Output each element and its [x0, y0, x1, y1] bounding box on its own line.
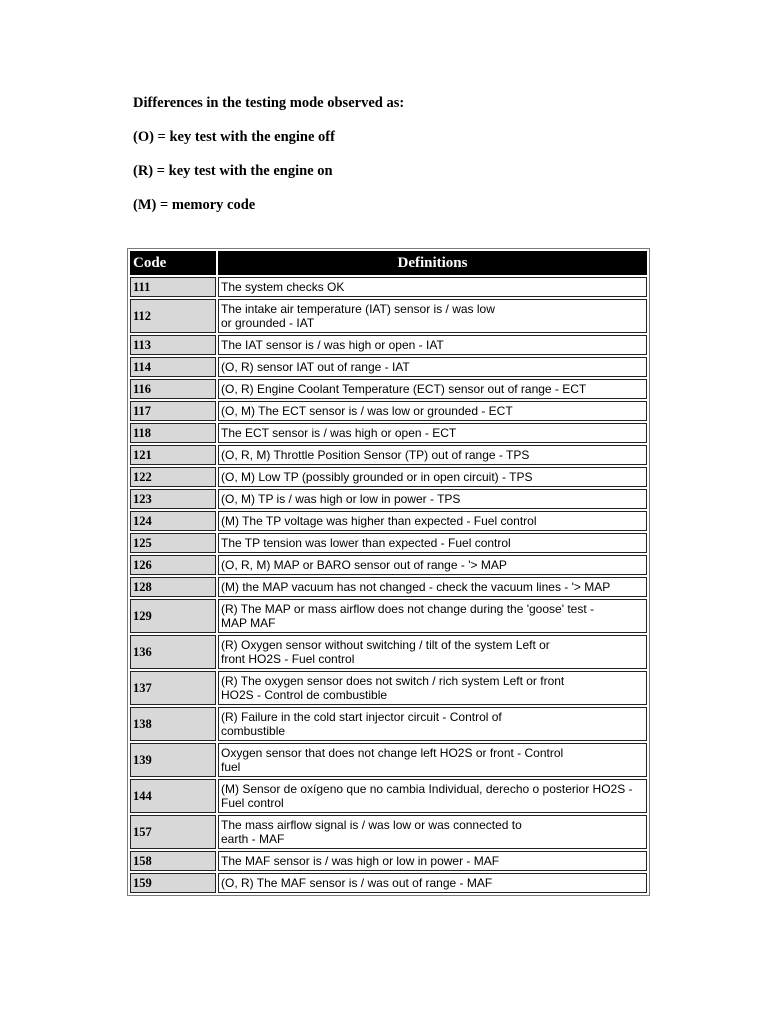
code-cell: 122	[130, 467, 216, 487]
code-cell: 118	[130, 423, 216, 443]
table-row	[130, 511, 647, 531]
table-row	[130, 635, 647, 669]
table-row	[130, 299, 647, 333]
definition-cell: Oxygen sensor that does not change left HO2S or front - Control fuel	[218, 743, 647, 777]
code-cell: 114	[130, 357, 216, 377]
code-cell: 112	[130, 299, 216, 333]
code-cell: 157	[130, 815, 216, 849]
table-row	[130, 743, 647, 777]
definition-cell: (O, R) The MAF sensor is / was out of range - MAF	[218, 873, 647, 893]
code-cell: 126	[130, 555, 216, 575]
table-row	[130, 671, 647, 705]
testing-mode-legend	[133, 93, 404, 229]
definition-cell: (O, R, M) MAP or BARO sensor out of range - '> MAP	[218, 555, 647, 575]
table-row	[130, 707, 647, 741]
table-row	[130, 873, 647, 893]
definition-cell: The mass airflow signal is / was low or was connected to earth - MAF	[218, 815, 647, 849]
code-cell: 129	[130, 599, 216, 633]
code-cell: 111	[130, 277, 216, 297]
table-row	[130, 423, 647, 443]
table-row	[130, 357, 647, 377]
definition-cell: (M) the MAP vacuum has not changed - check the vacuum lines - '> MAP	[218, 577, 647, 597]
definition-cell: (O, M) TP is / was high or low in power - TPS	[218, 489, 647, 509]
definition-cell: (R) The MAP or mass airflow does not change during the 'goose' test - MAP MAF	[218, 599, 647, 633]
code-cell: 139	[130, 743, 216, 777]
code-cell: 138	[130, 707, 216, 741]
table-row	[130, 277, 647, 297]
legend-line-off: (O) = key test with the engine off	[133, 129, 335, 145]
table-row	[130, 533, 647, 553]
table-row	[130, 851, 647, 871]
table-row	[130, 779, 647, 813]
trouble-code-table	[127, 248, 650, 896]
code-column-header: Code	[130, 251, 216, 275]
definition-cell: (O, R, M) Throttle Position Sensor (TP) out of range - TPS	[218, 445, 647, 465]
definition-cell: (R) The oxygen sensor does not switch / rich system Left or front HO2S - Control de combustible	[218, 671, 647, 705]
code-cell: 124	[130, 511, 216, 531]
code-cell: 123	[130, 489, 216, 509]
table-row	[130, 445, 647, 465]
definition-cell: (O, M) The ECT sensor is / was low or grounded - ECT	[218, 401, 647, 421]
table-row	[130, 577, 647, 597]
code-cell: 136	[130, 635, 216, 669]
code-cell: 113	[130, 335, 216, 355]
table-header-row	[130, 251, 647, 275]
legend-heading: Differences in the testing mode observed as:	[133, 95, 405, 111]
definition-cell: (O, R) sensor IAT out of range - IAT	[218, 357, 647, 377]
definition-cell: The intake air temperature (IAT) sensor is / was low or grounded - IAT	[218, 299, 647, 333]
definitions-column-header: Definitions	[218, 251, 647, 275]
code-cell: 158	[130, 851, 216, 871]
definition-cell: The ECT sensor is / was high or open - ECT	[218, 423, 647, 443]
table-row	[130, 467, 647, 487]
legend-line-on: (R) = key test with the engine on	[133, 163, 333, 179]
definition-cell: (M) Sensor de oxígeno que no cambia Individual, derecho o posterior HO2S - Fuel control	[218, 779, 647, 813]
definition-cell: The MAF sensor is / was high or low in power - MAF	[218, 851, 647, 871]
code-cell: 125	[130, 533, 216, 553]
definition-cell: (M) The TP voltage was higher than expected - Fuel control	[218, 511, 647, 531]
table-row	[130, 555, 647, 575]
table-body	[130, 277, 647, 893]
table-row	[130, 599, 647, 633]
definition-cell: The system checks OK	[218, 277, 647, 297]
table-row	[130, 379, 647, 399]
code-cell: 144	[130, 779, 216, 813]
table-row	[130, 401, 647, 421]
code-cell: 116	[130, 379, 216, 399]
code-cell: 128	[130, 577, 216, 597]
definition-cell: The TP tension was lower than expected - Fuel control	[218, 533, 647, 553]
code-cell: 121	[130, 445, 216, 465]
code-cell: 159	[130, 873, 216, 893]
legend-line-memory: (M) = memory code	[133, 197, 256, 213]
code-cell: 117	[130, 401, 216, 421]
table-row	[130, 335, 647, 355]
definition-cell: (R) Oxygen sensor without switching / tilt of the system Left or front HO2S - Fuel control	[218, 635, 647, 669]
definition-cell: (O, R) Engine Coolant Temperature (ECT) sensor out of range - ECT	[218, 379, 647, 399]
code-cell: 137	[130, 671, 216, 705]
definition-cell: (R) Failure in the cold start injector circuit - Control of combustible	[218, 707, 647, 741]
definition-cell: (O, M) Low TP (possibly grounded or in open circuit) - TPS	[218, 467, 647, 487]
definition-cell: The IAT sensor is / was high or open - IAT	[218, 335, 647, 355]
table-row	[130, 489, 647, 509]
table-row	[130, 815, 647, 849]
